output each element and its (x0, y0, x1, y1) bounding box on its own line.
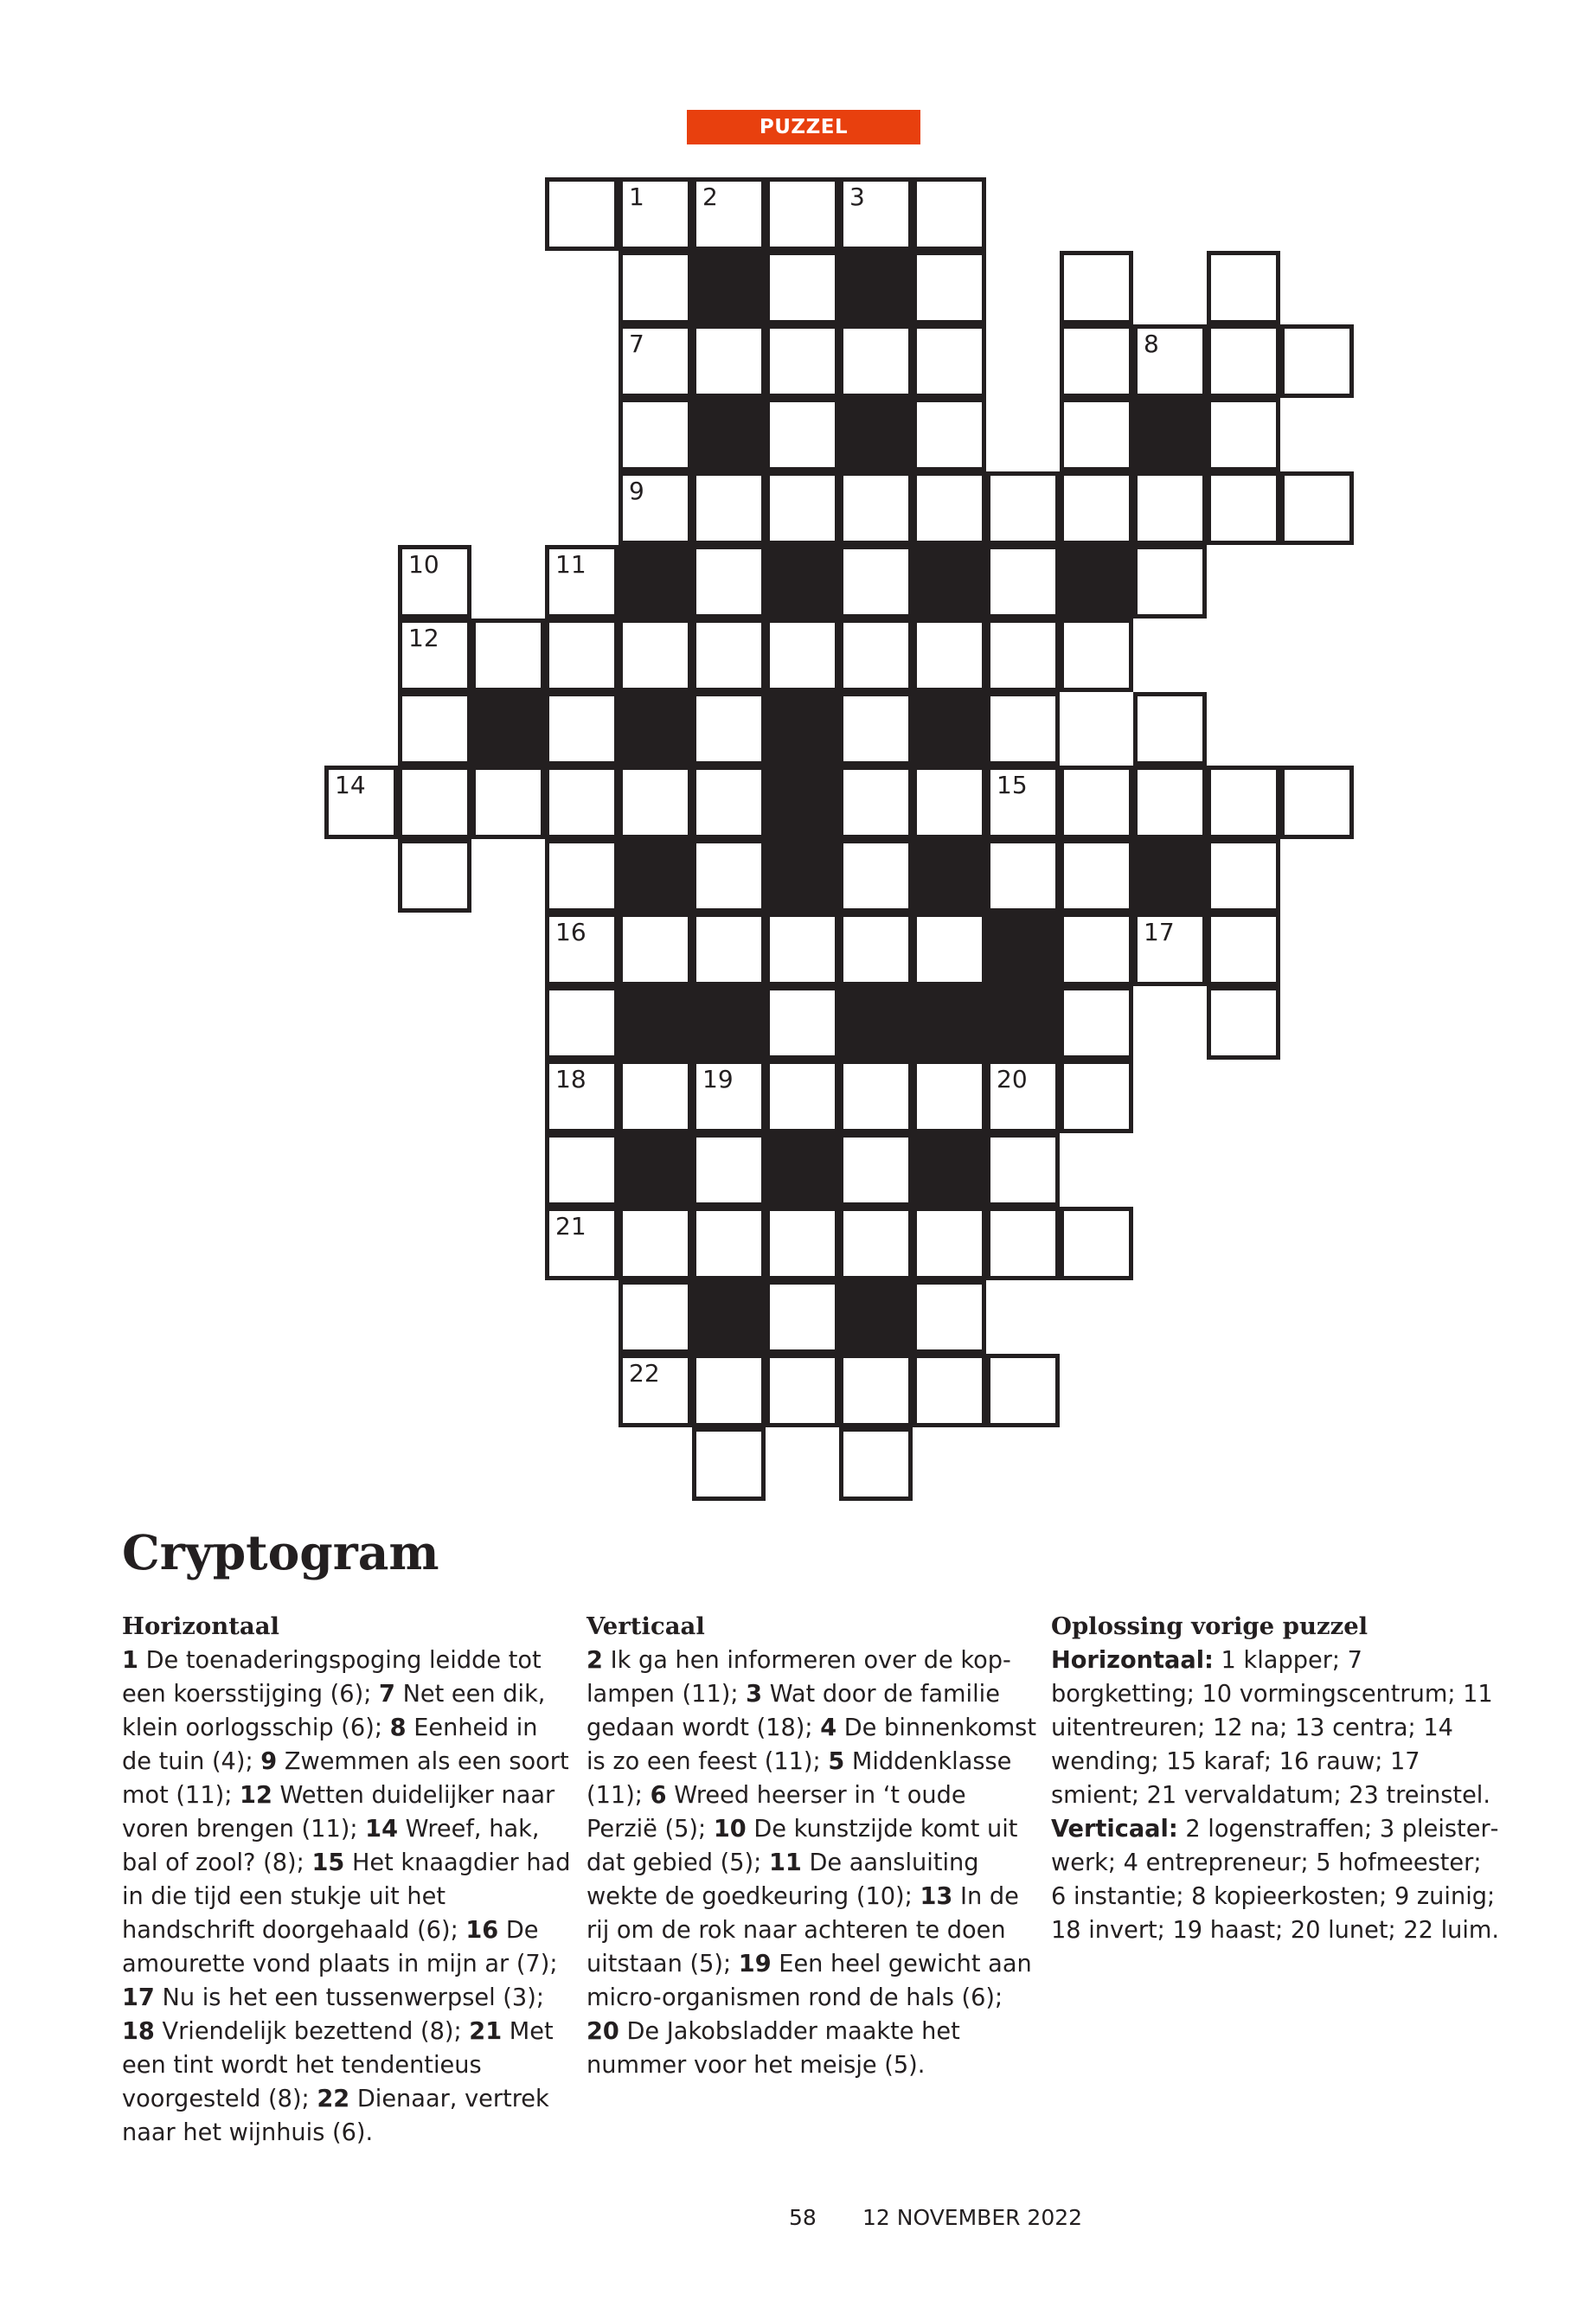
grid-cell[interactable] (471, 619, 545, 692)
grid-cell[interactable] (619, 177, 692, 251)
grid-cell[interactable] (839, 1354, 913, 1427)
grid-cell[interactable] (1133, 545, 1207, 619)
grid-cell-black (913, 1133, 986, 1207)
clue-number: 11 (768, 1849, 802, 1876)
clue-text: Een heel gewicht aan micro-organismen rond de hals (6); (586, 1951, 1032, 2011)
grid-cell[interactable] (1207, 986, 1280, 1060)
grid-cell-black (913, 986, 986, 1060)
grid-cell[interactable] (913, 1060, 986, 1133)
clue-text: Eenheid in de tuin (4); (122, 1715, 538, 1775)
grid-cell[interactable] (839, 839, 913, 913)
grid-cell[interactable] (839, 692, 913, 766)
grid-cell[interactable] (986, 692, 1060, 766)
grid-cell[interactable] (1060, 839, 1133, 913)
grid-cell[interactable] (545, 1133, 619, 1207)
clues-vertical (586, 1610, 1036, 2082)
solution-vertical-text: 2 logenstraffen; 3 pleisterwerk; 4 entrepreneur; 5 hofmeester; 6 instantie; 8 kopieerkosten; 9 zuinig; 18 invert; 19 haast; 20 lunet; 22 luim. (1051, 1816, 1500, 1944)
grid-cell-black (986, 986, 1060, 1060)
grid-cell[interactable] (839, 913, 913, 986)
grid-cell[interactable] (986, 1133, 1060, 1207)
grid-cell[interactable] (913, 177, 986, 251)
grid-cell[interactable] (986, 766, 1060, 839)
grid-cell-black (839, 251, 913, 324)
grid-cell-black (471, 692, 545, 766)
clue-number: 11 (555, 550, 586, 579)
clue-text: De kunstzijde komt uit dat gebied (5); (586, 1816, 1018, 1876)
grid-cell[interactable] (545, 619, 619, 692)
grid-cell[interactable] (766, 1354, 839, 1427)
grid-cell-black (766, 545, 839, 619)
clue-text: Wat door de familie gedaan wordt (18); (586, 1681, 1000, 1741)
grid-cell-black (766, 1133, 839, 1207)
clues-vertical-heading: Verticaal (586, 1612, 705, 1640)
grid-cell-black (619, 986, 692, 1060)
grid-cell[interactable] (1060, 986, 1133, 1060)
grid-cell[interactable] (1207, 471, 1280, 545)
clue-text: Vriendelijk bezettend (8); (154, 2018, 470, 2045)
clue-text: Wreed heerser in ‘t oude Perzië (5); (586, 1782, 966, 1843)
grid-cell[interactable] (766, 177, 839, 251)
grid-cell[interactable] (1133, 913, 1207, 986)
solution-horizontal-text: 1 klapper; 7 borgketting; 10 vormingscentrum; 11 uitentreuren; 12 na; 13 centra; 14 wending; 15 karaf; 16 rauw; 17 smient; 21 vervaldatum; 23 treinstel. (1051, 1647, 1493, 1809)
grid-cell[interactable] (398, 766, 471, 839)
grid-cell[interactable] (545, 839, 619, 913)
grid-cell[interactable] (619, 913, 692, 986)
grid-cell-black (692, 398, 766, 471)
clue-text: Wreef, hak, bal of zool? (8); (122, 1816, 540, 1876)
grid-cell[interactable] (839, 324, 913, 398)
grid-cell-black (692, 1280, 766, 1354)
solution-heading: Oplossing vorige puzzel (1051, 1612, 1368, 1640)
grid-cell[interactable] (986, 619, 1060, 692)
grid-cell[interactable] (1207, 913, 1280, 986)
grid-cell[interactable] (1133, 766, 1207, 839)
grid-cell[interactable] (1280, 766, 1354, 839)
grid-cell[interactable] (545, 545, 619, 619)
previous-solution (1051, 1610, 1501, 1947)
grid-cell[interactable] (692, 1207, 766, 1280)
grid-cell[interactable] (1207, 766, 1280, 839)
solution-horizontal-label: Horizontaal: (1051, 1647, 1214, 1674)
grid-cell-black (619, 839, 692, 913)
clue-number: 10 (713, 1816, 747, 1843)
grid-cell[interactable] (766, 324, 839, 398)
grid-cell[interactable] (839, 619, 913, 692)
grid-cell[interactable] (692, 471, 766, 545)
clue-number: 3 (746, 1681, 763, 1708)
grid-cell[interactable] (692, 692, 766, 766)
clue-number: 20 (586, 2018, 619, 2045)
grid-cell[interactable] (1060, 1207, 1133, 1280)
grid-cell[interactable] (839, 1207, 913, 1280)
clue-number: 16 (555, 918, 586, 946)
page-number: 58 (789, 2205, 817, 2230)
clue-number: 6 (650, 1782, 667, 1809)
clue-number: 19 (738, 1951, 772, 1977)
grid-cell[interactable] (1060, 398, 1133, 471)
grid-cell[interactable] (839, 1427, 913, 1501)
grid-cell-black (913, 545, 986, 619)
grid-cell[interactable] (913, 766, 986, 839)
grid-cell[interactable] (619, 398, 692, 471)
clue-text: Dienaar, vertrek naar het wijnhuis (6). (122, 2086, 549, 2146)
clue-text: Nu is het een tussenwerpsel (3); (154, 1984, 544, 2011)
clue-number: 7 (379, 1681, 395, 1708)
clue-number: 21 (555, 1212, 586, 1240)
grid-cell[interactable] (545, 1060, 619, 1133)
clue-number: 21 (469, 2018, 503, 2045)
grid-cell[interactable] (766, 986, 839, 1060)
grid-cell-black (619, 692, 692, 766)
grid-cell[interactable] (913, 324, 986, 398)
grid-cell[interactable] (1207, 324, 1280, 398)
grid-cell[interactable] (766, 619, 839, 692)
grid-cell-black (766, 766, 839, 839)
grid-cell-black (766, 692, 839, 766)
clue-number: 13 (920, 1883, 953, 1910)
grid-cell[interactable] (766, 913, 839, 986)
grid-cell[interactable] (839, 471, 913, 545)
grid-cell[interactable] (913, 1354, 986, 1427)
grid-cell[interactable] (398, 545, 471, 619)
grid-cell[interactable] (619, 1207, 692, 1280)
grid-cell[interactable] (839, 545, 913, 619)
grid-cell-black (839, 398, 913, 471)
grid-cell[interactable] (1060, 471, 1133, 545)
grid-cell[interactable] (1133, 324, 1207, 398)
clue-number: 3 (849, 183, 865, 211)
grid-cell[interactable] (545, 692, 619, 766)
grid-cell[interactable] (471, 766, 545, 839)
grid-cell[interactable] (839, 177, 913, 251)
clue-text: Zwemmen als een soort mot (11); (122, 1748, 569, 1809)
grid-cell[interactable] (619, 766, 692, 839)
solution-vertical-label: Verticaal: (1051, 1816, 1178, 1843)
grid-cell[interactable] (1060, 619, 1133, 692)
grid-cell[interactable] (986, 1060, 1060, 1133)
grid-cell[interactable] (1133, 471, 1207, 545)
grid-cell-black (619, 1133, 692, 1207)
grid-cell[interactable] (913, 1207, 986, 1280)
clue-number: 17 (1144, 918, 1175, 946)
grid-cell[interactable] (692, 324, 766, 398)
grid-cell[interactable] (1280, 471, 1354, 545)
clue-number: 22 (317, 2086, 350, 2112)
clue-text: Wetten duidelijker naar voren brengen (11); (122, 1782, 555, 1843)
grid-cell[interactable] (619, 1354, 692, 1427)
grid-cell[interactable] (986, 1207, 1060, 1280)
grid-cell[interactable] (692, 766, 766, 839)
grid-cell[interactable] (619, 471, 692, 545)
clue-number: 1 (629, 183, 644, 211)
grid-cell[interactable] (545, 986, 619, 1060)
grid-cell-black (692, 251, 766, 324)
grid-cell-black (619, 545, 692, 619)
grid-cell[interactable] (766, 471, 839, 545)
grid-cell[interactable] (619, 1280, 692, 1354)
grid-cell[interactable] (692, 913, 766, 986)
grid-cell[interactable] (692, 1133, 766, 1207)
clue-number: 2 (702, 183, 718, 211)
grid-cell[interactable] (619, 324, 692, 398)
solution-horizontal (1051, 1644, 1501, 1812)
clue-text: De toenaderingspoging leidde tot een koersstijging (6); (122, 1647, 542, 1708)
grid-cell-black (986, 913, 1060, 986)
grid-cell[interactable] (1060, 1060, 1133, 1133)
clue-text: In de rij om de rok naar achteren te doen uitstaan (5); (586, 1883, 1019, 1977)
grid-cell[interactable] (1060, 766, 1133, 839)
solution-vertical (1051, 1812, 1501, 1947)
grid-cell[interactable] (913, 471, 986, 545)
grid-cell[interactable] (1207, 839, 1280, 913)
grid-cell[interactable] (545, 913, 619, 986)
clue-text: Ik ga hen informeren over de koplampen (11); (586, 1647, 1011, 1708)
grid-cell[interactable] (986, 471, 1060, 545)
grid-cell[interactable] (1207, 398, 1280, 471)
clue-number: 8 (1144, 330, 1159, 358)
clue-text: De Jakobsladder maakte het nummer voor het meisje (5). (586, 2018, 960, 2079)
grid-cell[interactable] (619, 1060, 692, 1133)
grid-cell[interactable] (1207, 251, 1280, 324)
grid-cell[interactable] (1060, 913, 1133, 986)
clue-number: 1 (122, 1647, 138, 1674)
grid-cell-black (913, 692, 986, 766)
clue-number: 5 (828, 1748, 845, 1775)
clue-number: 4 (820, 1715, 837, 1741)
clues-horizontal-heading: Horizontaal (122, 1612, 279, 1640)
clues-horizontal (122, 1610, 572, 2150)
grid-cell-black (766, 839, 839, 913)
clues-horizontal-text (122, 1644, 572, 2150)
clue-number: 8 (389, 1715, 407, 1741)
page-title: Cryptogram (122, 1524, 439, 1580)
grid-cell-black (839, 1280, 913, 1354)
clue-text: De binnenkomst is zo een feest (11); (586, 1715, 1037, 1775)
grid-cell[interactable] (913, 398, 986, 471)
clue-text: De aansluiting wekte de goedkeuring (10); (586, 1849, 979, 1910)
grid-cell[interactable] (766, 1060, 839, 1133)
section-tag: PUZZEL (687, 110, 920, 144)
grid-cell[interactable] (766, 1280, 839, 1354)
clue-number: 10 (408, 550, 439, 579)
clue-number: 2 (586, 1647, 603, 1674)
grid-cell[interactable] (545, 1207, 619, 1280)
clue-number: 14 (335, 771, 366, 799)
grid-cell-black (1060, 545, 1133, 619)
grid-cell[interactable] (692, 839, 766, 913)
grid-cell[interactable] (324, 766, 398, 839)
grid-cell[interactable] (1280, 324, 1354, 398)
grid-cell[interactable] (1060, 251, 1133, 324)
grid-cell[interactable] (692, 1354, 766, 1427)
grid-cell[interactable] (398, 619, 471, 692)
clue-number: 15 (997, 771, 1028, 799)
grid-cell[interactable] (839, 1060, 913, 1133)
grid-cell[interactable] (913, 913, 986, 986)
grid-cell[interactable] (692, 177, 766, 251)
grid-cell[interactable] (913, 251, 986, 324)
grid-cell-black (1133, 398, 1207, 471)
grid-cell[interactable] (913, 619, 986, 692)
clue-number: 12 (408, 624, 439, 652)
clue-text: De amourette vond plaats in mijn ar (7); (122, 1917, 558, 1977)
clue-number: 7 (629, 330, 644, 358)
grid-cell-black (692, 986, 766, 1060)
grid-cell[interactable] (398, 839, 471, 913)
clue-text: Net een dik, klein oorlogsschip (6); (122, 1681, 546, 1741)
grid-cell[interactable] (839, 1133, 913, 1207)
clue-number: 20 (997, 1065, 1028, 1093)
grid-cell[interactable] (913, 1280, 986, 1354)
grid-cell[interactable] (986, 1354, 1060, 1427)
grid-cell[interactable] (839, 766, 913, 839)
clue-number: 9 (260, 1748, 278, 1775)
grid-cell[interactable] (398, 692, 471, 766)
clue-number: 17 (122, 1984, 155, 2011)
grid-cell[interactable] (692, 545, 766, 619)
issue-date: 12 NOVEMBER 2022 (862, 2205, 1083, 2230)
grid-cell[interactable] (619, 619, 692, 692)
clue-number: 18 (555, 1065, 586, 1093)
clue-number: 12 (240, 1782, 272, 1809)
grid-cell-black (1133, 839, 1207, 913)
grid-cell[interactable] (545, 177, 619, 251)
grid-cell[interactable] (986, 545, 1060, 619)
grid-cell[interactable] (692, 619, 766, 692)
grid-cell[interactable] (692, 1060, 766, 1133)
grid-cell-black (839, 986, 913, 1060)
clue-text: Met een tint wordt het tendentieus voorgesteld (8); (122, 2018, 554, 2112)
clue-number: 14 (365, 1816, 399, 1843)
clue-number: 19 (702, 1065, 734, 1093)
grid-cell[interactable] (545, 766, 619, 839)
clue-number: 18 (122, 2018, 155, 2045)
grid-cell[interactable] (766, 1207, 839, 1280)
clue-text: Middenklasse (11); (586, 1748, 1012, 1809)
clue-text: Het knaagdier had in die tijd een stukje uit het handschrift doorgehaald (6); (122, 1849, 571, 1944)
grid-cell-black (913, 839, 986, 913)
grid-cell[interactable] (766, 251, 839, 324)
grid-cell[interactable] (692, 1427, 766, 1501)
clue-number: 22 (629, 1359, 660, 1388)
grid-cell[interactable] (1060, 324, 1133, 398)
clues-vertical-text (586, 1644, 1036, 2082)
grid-cell[interactable] (986, 839, 1060, 913)
grid-cell[interactable] (766, 398, 839, 471)
clue-number: 16 (465, 1917, 499, 1944)
grid-cell[interactable] (619, 251, 692, 324)
clue-number: 9 (629, 477, 644, 505)
clue-number: 15 (311, 1849, 345, 1876)
grid-cell[interactable] (1133, 692, 1207, 766)
